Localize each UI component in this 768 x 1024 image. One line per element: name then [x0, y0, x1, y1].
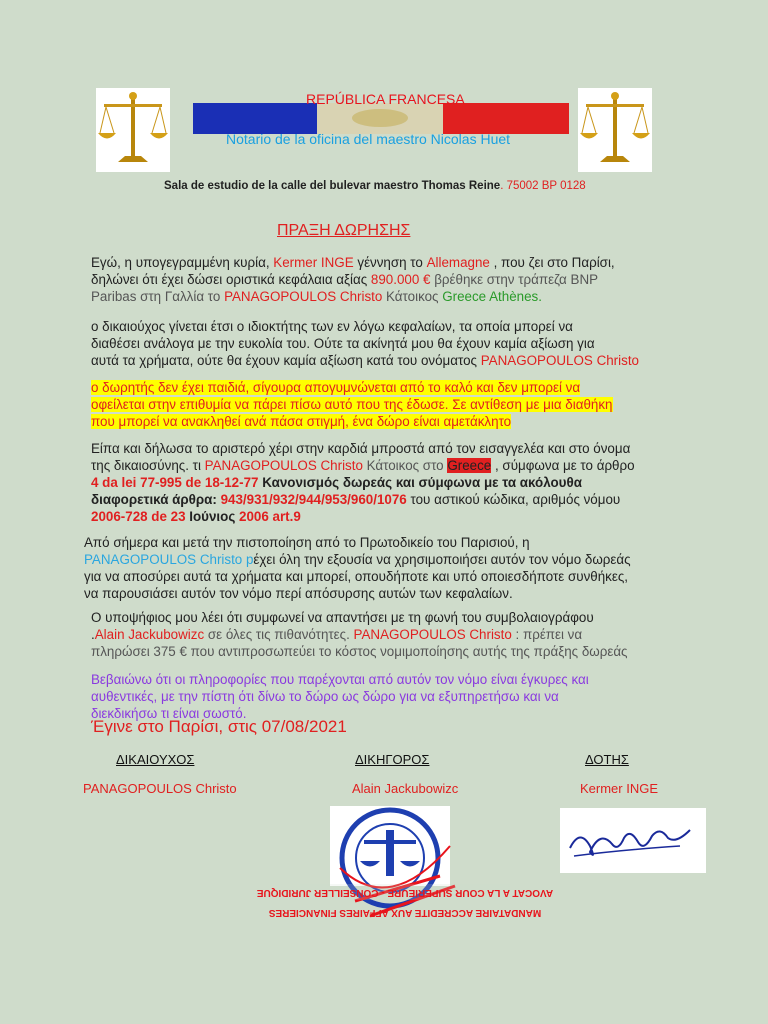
- role-beneficiary: ΔΙΚΑΙΟΥΧΟΣ: [116, 752, 195, 767]
- name-lawyer: Alain Jackubowizc: [352, 781, 459, 796]
- role-lawyer: ΔΙΚΗΓΟΡΟΣ: [355, 752, 430, 767]
- notary-heading: Notario de la oficina del maestro Nicolas Huet: [226, 131, 511, 147]
- flag-center-emblem: [317, 103, 443, 134]
- paragraph-legal-articles: Είπα και δήλωσα το αριστερό χέρι στην καρδιά μπροστά από τον εισαγγελέα και στο όνομα της δικαιοσύνης. τι PANAGOPOULOS Christo Κάτοικος στο Greece , σύμφωνα με το άρθρο 4 da lei 77-995 de 18-12-77 Κανονισμός δωρεάς και σύμφωνα με τα ακόλουθα διαφορετικά άρθρα: 943/931/932/944/953/960/1076 του αστικού κώδικα, αριθμός νόμου 2006-728 de 23 Ιούνιος 2006 art.9: [91, 441, 635, 524]
- scales-of-justice-icon-right: [578, 88, 652, 172]
- role-donor: ΔΟΤΗΣ: [585, 752, 629, 767]
- document-title: ΠΡΑΞΗ ΔΩΡΗΣΗΣ: [277, 222, 411, 239]
- paragraph-notary-fee: Ο υποψήφιος μου λέει ότι συμφωνεί να απαντήσει με τη φωνή του συμβολαιογράφου .Alain Jackubowizc σε όλες τις πιθανότητες. PANAGOPOULOS Christo : πρέπει να πληρώσει 375 € που αντιπροσωπεύει το κόστος νομιμοποίησης αυτής της πράξης δωρεάς: [91, 610, 628, 659]
- paragraph-attestation: Βεβαιώνω ότι οι πληροφορίες που παρέχονται από αυτόν τον νόμο είναι έγκυρες και αυθεντικές, με την πίστη ότι δίνω το δώρο ως δώρο για να εξυπηρετήσω και να διεκδικήσω τι είναι σωστό.: [91, 672, 589, 721]
- study-address: Sala de estudio de la calle del bulevar maestro Thomas Reine. 75002 BP 0128: [164, 180, 586, 192]
- place-and-date: Έγινε στο Παρίσι, στις 07/08/2021: [91, 717, 347, 736]
- paragraph-declaration: Εγώ, η υπογεγραμμένη κυρία, Kermer INGE γέννηση το Allemagne , που ζει στο Παρίσι, δηλώνει ότι έχει δώσει οριστικά κεφάλαια αξίας 890.000 € βρέθηκε στην τράπεζα BNP Paribas στη Γαλλία το PANAGOPOULOS Christo Κάτοικος Greece Athènes.: [91, 255, 615, 304]
- paragraph-irrevocable: ο δωρητής δεν έχει παιδιά, σίγουρα απογυμνώνεται από το καλό και δεν μπορεί να οφείλεται στην επιθυμία να πάρει πίσω αυτό που της έδωσε. Σε αντίθεση με μια διαθήκη που μπορεί να ανακληθεί ανά πάσα στιγμή, ένα δώρο είναι αμετάκλητο: [91, 380, 613, 429]
- lawyer-stamp: [256, 806, 554, 934]
- paragraph-beneficiary-rights: ο δικαιούχος γίνεται έτσι ο ιδιοκτήτης των εν λόγω κεφαλαίων, τα οποία μπορεί να διαθέσει ανάλογα με την ευκολία του. Ούτε τα ακίνητά μου θα έχουν καμία αξίωση για αυτά τα χρήματα, ούτε θα έχουν καμία αξίωση κατά του ονόματος PANAGOPOULOS Christo: [91, 319, 639, 368]
- donor-signature: [560, 808, 706, 873]
- flag-blue-band: [193, 103, 317, 134]
- name-donor: Kermer INGE: [580, 781, 659, 796]
- scales-of-justice-icon-left: [96, 88, 170, 172]
- flag-red-band: [443, 103, 569, 134]
- republic-heading: REPÚBLICA FRANCESA: [306, 91, 465, 107]
- name-beneficiary: PANAGOPOULOS Christo: [83, 781, 237, 796]
- paragraph-certification: Από σήμερα και μετά την πιστοποίηση από το Πρωτοδικείο του Παρισιού, η PANAGOPOULOS Christo pέχει όλη την εξουσία να χρησιμοποιήσει αυτόν τον νόμο δωρεάς για να αποσύρει αυτά τα χρήματα και μπορεί, οπουδήποτε και υπό οποιεσδήποτε συνθήκες, να παρουσιάσει αυτόν τον νόμο περί απόσυρσης αυτών των κεφαλαίων.: [84, 535, 631, 601]
- svg-text:AVOCAT A LA COUR SUPERIEURE -: AVOCAT A LA COUR SUPERIEURE - CONSEILLER JURIDIQUE: [256, 887, 554, 898]
- svg-text:MANDATAIRE ACCREDITE AUX AFFAI: MANDATAIRE ACCREDITE AUX AFFAIRES FINANCIERES: [268, 907, 542, 918]
